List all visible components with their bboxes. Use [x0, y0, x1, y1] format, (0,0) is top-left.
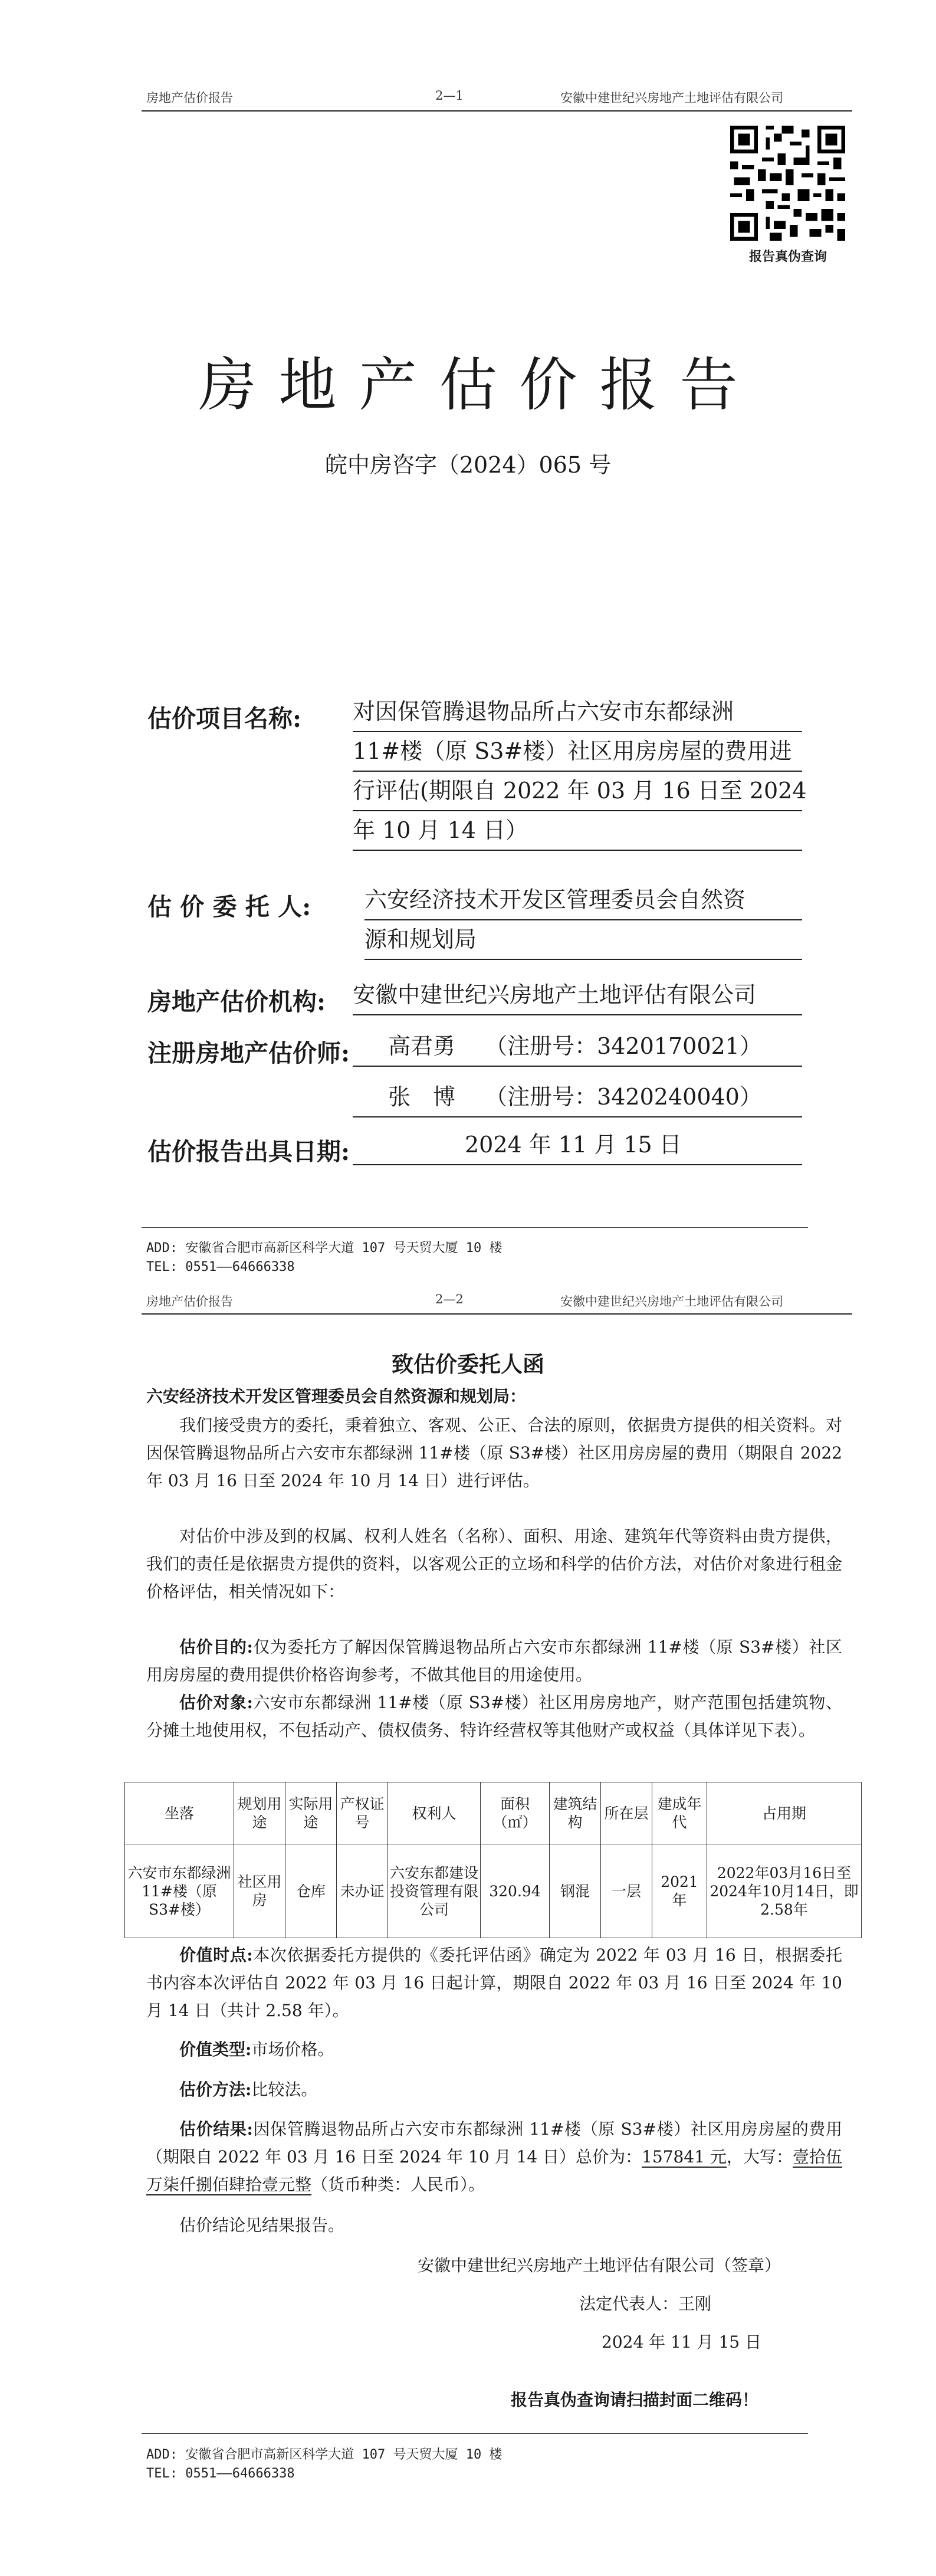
signature-company: 安徽中建世纪兴房地产土地评估有限公司（签章） [418, 2256, 781, 2275]
project-line-2: 11#楼（原 S3#楼）社区用房房屋的费用进 [353, 732, 802, 772]
value-time-label: 价值时点: [179, 1945, 253, 1965]
table-cell: 2022年03月16日至2024年10月14日，即2.58年 [707, 1844, 862, 1938]
result-upper-prefix: ，大写： [726, 2147, 793, 2167]
footer-address: ADD: 安徽省合肥市高新区科学大道 107 号天贸大厦 10 楼 [146, 1241, 503, 1256]
table-cell: 仓库 [285, 1844, 337, 1938]
appraiser-label: 注册房地产估价师: [147, 1039, 350, 1067]
footer-rule [142, 1227, 808, 1228]
agency-label: 房地产估价机构: [147, 988, 326, 1016]
footer-rule [142, 2433, 808, 2434]
table-cell: 社区用房 [234, 1844, 285, 1938]
table-cell: 一层 [601, 1844, 652, 1938]
method-text: 比较法。 [251, 2080, 318, 2099]
table-header-cell: 建筑结构 [550, 1782, 601, 1844]
date-value: 2024 年 11 月 15 日 [353, 1125, 802, 1165]
letter-addressee: 六安经济技术开发区管理委员会自然资源和规划局： [146, 1387, 527, 1406]
result-paragraph [146, 2115, 842, 2198]
table-header-cell: 建成年代 [652, 1782, 707, 1844]
table-row [125, 1844, 862, 1938]
object-paragraph [146, 1689, 842, 1744]
table-cell: 六安市东都绿洲 11#楼（原 S3#楼） [125, 1844, 234, 1938]
agency-value: 安徽中建世纪兴房地产土地评估有限公司 [353, 975, 802, 1015]
value-type-text: 市场价格。 [251, 2040, 334, 2059]
purpose-paragraph [146, 1633, 842, 1689]
value-type-paragraph [146, 2036, 842, 2063]
signature-date: 2024 年 11 月 15 日 [602, 2332, 762, 2352]
conclusion-line: 估价结论见结果报告。 [179, 2216, 345, 2235]
table-cell: 320.94 [481, 1844, 550, 1938]
method-paragraph [146, 2076, 842, 2103]
table-header-cell: 面积（㎡） [481, 1782, 550, 1844]
page-number: 2—2 [435, 1292, 464, 1306]
table-cell: 2021年 [652, 1844, 707, 1938]
value-type-label: 价值类型: [179, 2040, 252, 2059]
qr-code-icon[interactable] [730, 126, 845, 241]
table-header-row [125, 1782, 862, 1844]
document-number: 皖中房咨字（2024）065 号 [324, 452, 612, 478]
page-number: 2—1 [435, 89, 464, 103]
table-cell: 钢混 [550, 1844, 601, 1938]
object-label: 估价对象: [179, 1693, 253, 1712]
table-header-cell: 占用期 [707, 1782, 862, 1844]
project-line-4: 年 10 月 14 日） [353, 811, 802, 851]
value-time-text: 本次依据委托方提供的《委托评估函》确定为 2022 年 03 月 16 日，根据委托书内容本次评估自 2022 年 03 月 16 日起计算，期限自 2022 年 03 月 16 日至 2024 年 10 月 14 日（共计 2.58 年）。 [146, 1945, 842, 2020]
qr-caption: 报告真伪查询 [748, 249, 827, 264]
header-rule [142, 110, 852, 112]
letter-title: 致估价委托人函 [392, 1351, 544, 1377]
value-time-paragraph [146, 1941, 842, 2024]
table-header-cell: 权利人 [388, 1782, 481, 1844]
table-cell: 六安东都建设投资管理有限公司 [388, 1844, 481, 1938]
header-left: 房地产估价报告 [146, 1294, 233, 1309]
client-label: 估 价 委 托 人: [147, 893, 311, 921]
table-header-cell: 坐落 [125, 1782, 234, 1844]
project-line-1: 对因保管腾退物品所占六安市东都绿洲 [353, 692, 802, 732]
header-company: 安徽中建世纪兴房地产土地评估有限公司 [560, 1294, 783, 1309]
method-label: 估价方法: [179, 2080, 252, 2099]
table-header-cell: 实际用途 [285, 1782, 337, 1844]
header-left: 房地产估价报告 [146, 91, 233, 105]
table-header-cell: 所在层 [601, 1782, 652, 1844]
client-line-2: 源和规划局 [364, 920, 802, 960]
project-label: 估价项目名称: [147, 704, 302, 733]
project-line-3: 行评估(期限自 2022 年 03 月 16 日至 2024 [353, 771, 802, 811]
legal-representative: 法定代表人：王刚 [579, 2294, 712, 2313]
property-table [124, 1782, 862, 1938]
appraiser-1: 高君勇 （注册号：3420170021） [353, 1027, 802, 1067]
purpose-label: 估价目的: [179, 1637, 253, 1657]
appraiser-2: 张 博 （注册号：3420240040） [353, 1077, 802, 1117]
footer-tel: TEL: 0551——64666338 [146, 2466, 295, 2481]
client-line-1: 六安经济技术开发区管理委员会自然资 [364, 880, 802, 920]
footer-tel: TEL: 0551——64666338 [146, 1260, 295, 1274]
report-title: 房地产估价报告 [198, 352, 760, 419]
letter-paragraph-1: 我们接受贵方的委托，秉着独立、客观、公正、合法的原则，依据贵方提供的相关资料。对因保管腾退物品所占六安市东都绿洲 11#楼（原 S3#楼）社区用房房屋的费用（期限自 2022 年 03 月 16 日至 2024 年 10 月 14 日）进行评估。 [146, 1415, 842, 1490]
table-header-cell: 规划用途 [234, 1782, 285, 1844]
result-amount-upper: 壹拾伍万柒仟捌佰肆拾壹元整 [146, 2147, 842, 2194]
table-header-cell: 产权证号 [337, 1782, 388, 1844]
result-label: 估价结果: [179, 2119, 253, 2139]
result-amount: 157841 元 [642, 2147, 727, 2167]
header-company: 安徽中建世纪兴房地产土地评估有限公司 [560, 91, 783, 105]
table-cell: 未办证 [337, 1844, 388, 1938]
header-rule [142, 1313, 852, 1315]
object-text: 六安市东都绿洲 11#楼（原 S3#楼）社区用房房地产，财产范围包括建筑物、分摊土地使用权，不包括动产、债权债务、特许经营权等其他财产或权益（具体详见下表）。 [146, 1693, 842, 1740]
purpose-text: 仅为委托方了解因保管腾退物品所占六安市东都绿洲 11#楼（原 S3#楼）社区用房房屋的费用提供价格咨询参考，不做其他目的用途使用。 [146, 1637, 842, 1684]
footer-address: ADD: 安徽省合肥市高新区科学大道 107 号天贸大厦 10 楼 [146, 2447, 503, 2462]
letter-paragraph-2: 对估价中涉及到的权属、权利人姓名（名称）、面积、用途、建筑年代等资料由贵方提供，我们的责任是依据贵方提供的资料，以客观公正的立场和科学的估价方法，对估价对象进行租金价格评估，相关情况如下： [146, 1526, 842, 1601]
result-currency: （货币种类：人民币）。 [311, 2175, 485, 2194]
verification-note: 报告真伪查询请扫描封面二维码！ [511, 2390, 759, 2410]
result-text: 因保管腾退物品所占六安市东都绿洲 11#楼（原 S3#楼）社区用房房屋的费用（期限自 2022 年 03 月 16 日至 2024 年 10 月 14 日）总价为： [146, 2119, 842, 2167]
date-label: 估价报告出具日期: [147, 1138, 350, 1166]
